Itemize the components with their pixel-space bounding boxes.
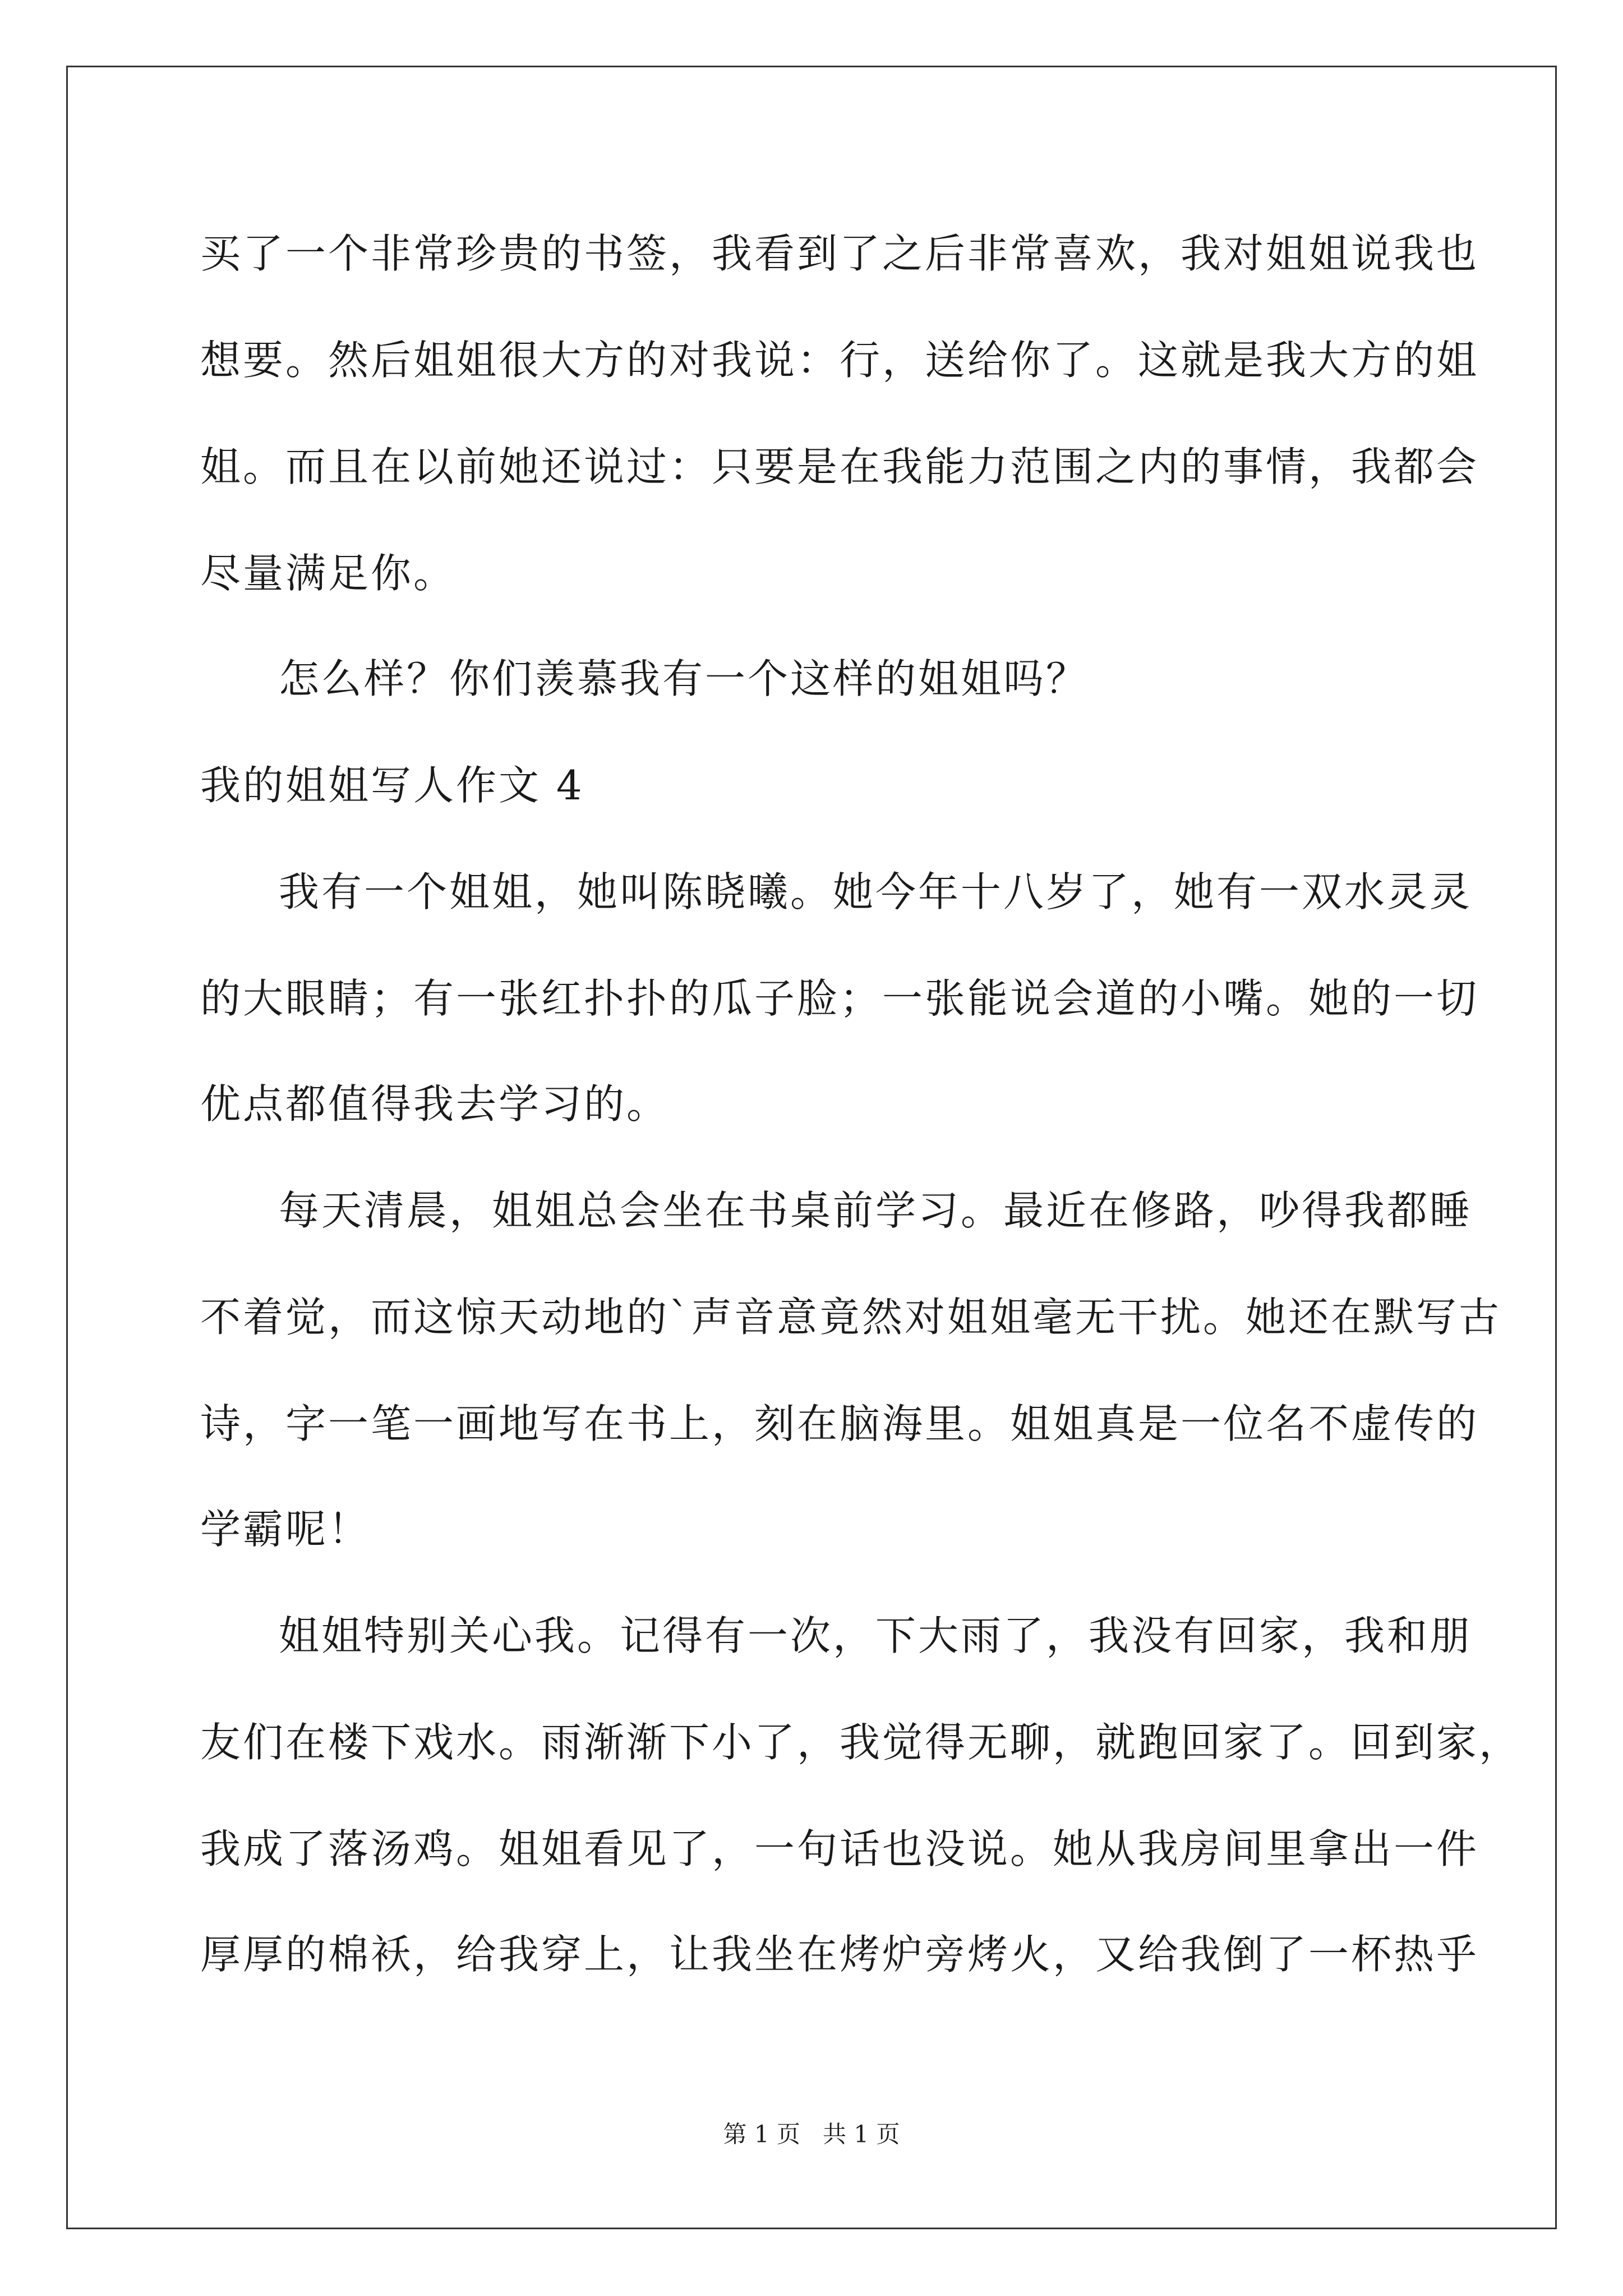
page-border — [66, 66, 1557, 2229]
paragraph-line: 友们在楼下戏水。雨渐渐下小了，我觉得无聊，就跑回家了。回到家， — [200, 1719, 1522, 1766]
paragraph-line: 我成了落汤鸡。姐姐看见了，一句话也没说。她从我房间里拿出一件 — [200, 1825, 1479, 1872]
paragraph-line: 学霸呢！ — [200, 1506, 371, 1553]
paragraph-line: 尽量满足你。 — [200, 550, 457, 597]
paragraph-line: 买了一个非常珍贵的书签，我看到了之后非常喜欢，我对姐姐说我也 — [200, 230, 1479, 277]
paragraph-line: 姐姐特别关心我。记得有一次，下大雨了，我没有回家，我和朋 — [279, 1612, 1473, 1659]
paragraph-line: 想要。然后姐姐很大方的对我说：行，送给你了。这就是我大方的姐 — [200, 337, 1479, 384]
paragraph-line: 每天清晨，姐姐总会坐在书桌前学习。最近在修路，吵得我都睡 — [279, 1187, 1473, 1234]
paragraph-line: 我有一个姐姐，她叫陈晓曦。她今年十八岁了，她有一双水灵灵 — [279, 868, 1473, 915]
paragraph-line: 不着觉，而这惊天动地的`声音意竟然对姐姐毫无干扰。她还在默写古 — [200, 1294, 1502, 1341]
paragraph-line: 怎么样？你们羡慕我有一个这样的姐姐吗？ — [279, 655, 1089, 702]
paragraph-line: 的大眼睛；有一张红扑扑的瓜子脸；一张能说会道的小嘴。她的一切 — [200, 975, 1479, 1022]
paragraph-line: 姐。而且在以前她还说过：只要是在我能力范围之内的事情，我都会 — [200, 443, 1479, 490]
paragraph-line: 厚厚的棉袄，给我穿上，让我坐在烤炉旁烤火，又给我倒了一杯热乎 — [200, 1931, 1479, 1978]
paragraph-line: 诗，字一笔一画地写在书上，刻在脑海里。姐姐真是一位名不虚传的 — [200, 1400, 1479, 1447]
section-heading: 我的姐姐写人作文 4 — [200, 762, 584, 809]
paragraph-line: 优点都值得我去学习的。 — [200, 1080, 670, 1128]
page-footer: 第 1 页 共 1 页 — [723, 2120, 900, 2148]
